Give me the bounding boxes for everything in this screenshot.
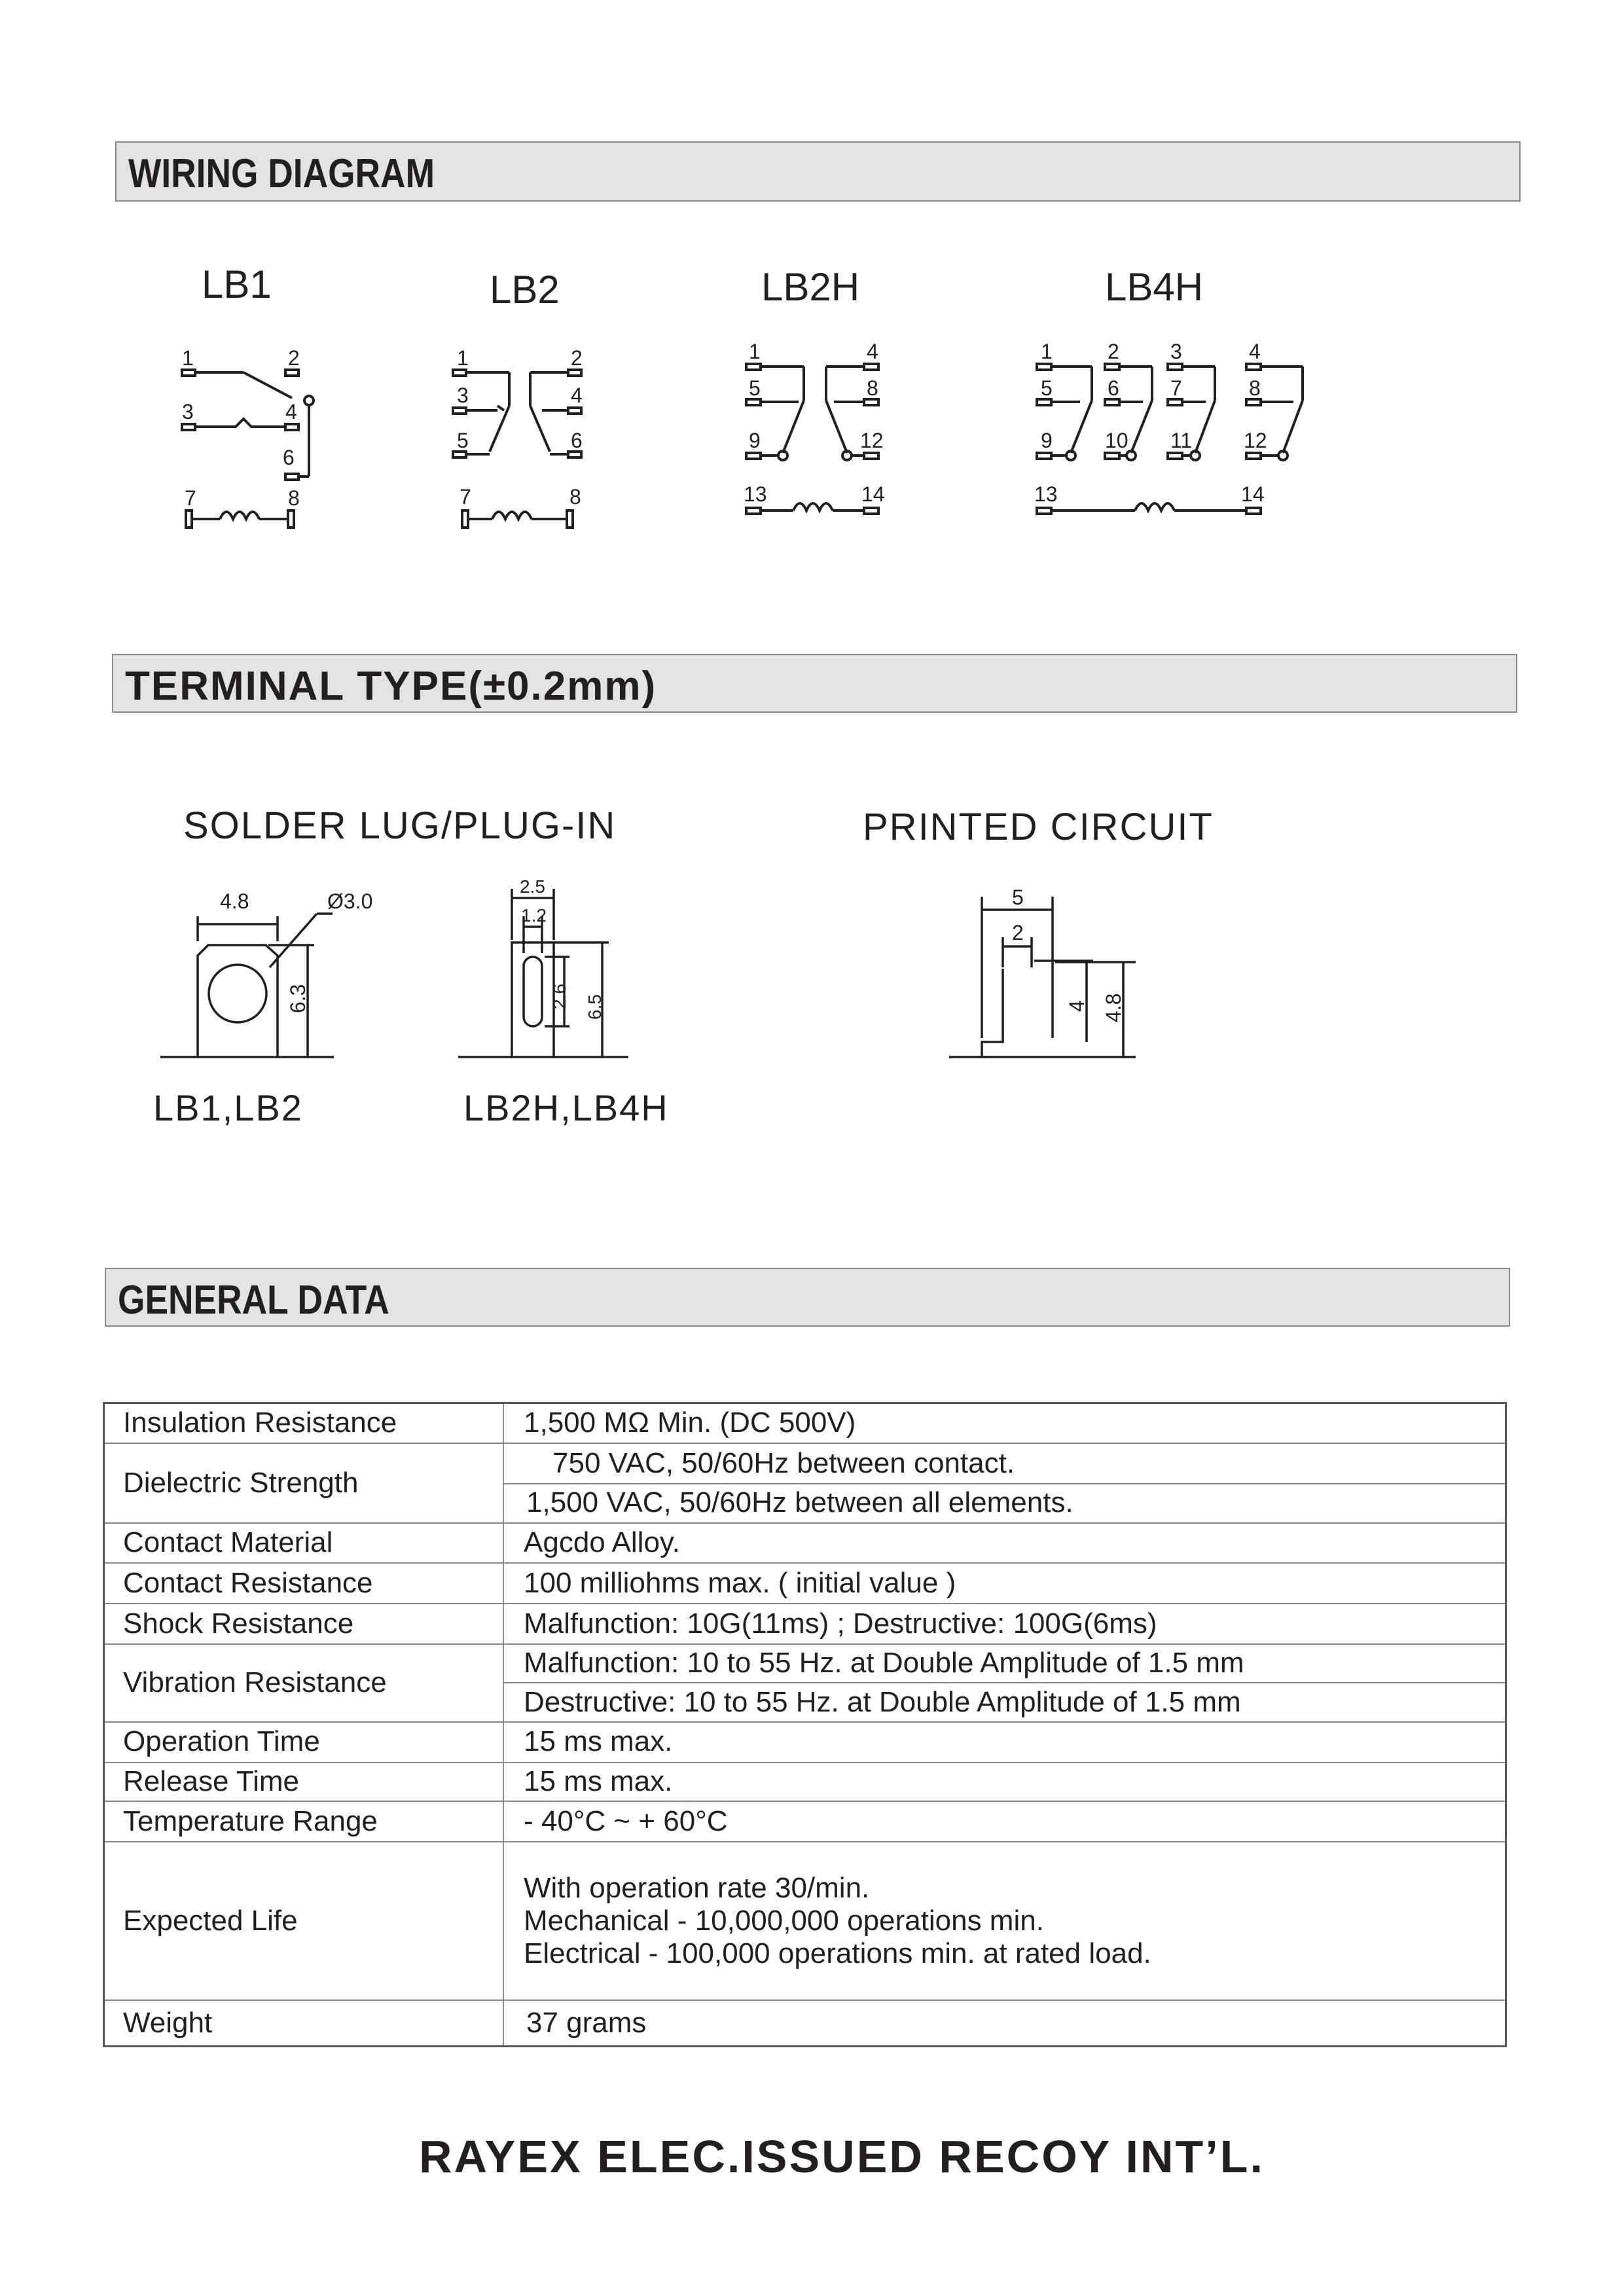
table-row (104, 1403, 1506, 1444)
lb4h-pin: 14 (1241, 482, 1265, 506)
lb2-pin: 2 (571, 346, 583, 370)
lug1-dim: 4.8 (220, 889, 249, 913)
expected-life-line: Electrical - 100,000 operations min. at rated load. (524, 1937, 1151, 1970)
lb4h-pin: 13 (1034, 482, 1058, 506)
expected-life-label: Expected Life (104, 1842, 504, 2001)
lb2-pin: 3 (457, 384, 469, 407)
lug2-caption: LB2H,LB4H (463, 1087, 669, 1128)
lb1-pin: 8 (288, 486, 300, 510)
lb2h-pin: 9 (749, 429, 761, 452)
lb2h-pin: 14 (861, 482, 885, 506)
lb2-title: LB2 (490, 268, 560, 312)
table-row (104, 1443, 1506, 1484)
general-data-title: GENERAL DATA (118, 1278, 389, 1323)
pc-dim: 4 (1065, 1000, 1089, 1012)
temperature-range-value: - 40°C ~ + 60°C (503, 1801, 1506, 1842)
table-row (104, 1644, 1506, 1683)
printed-circuit-title: PRINTED CIRCUIT (863, 806, 1214, 848)
lb4h-pin: 4 (1249, 340, 1261, 363)
general-data-table (103, 1402, 1507, 2047)
insulation-resistance-value: 1,500 MΩ Min. (DC 500V) (503, 1403, 1506, 1444)
contact-resistance-label: Contact Resistance (104, 1563, 504, 1604)
lb2-pin: 7 (460, 485, 471, 509)
lb2-pin: 8 (569, 485, 581, 509)
lb2-pin: 5 (457, 429, 469, 452)
operation-time-label: Operation Time (104, 1722, 504, 1763)
terminal-type-title: TERMINAL TYPE(±0.2mm) (125, 664, 657, 709)
temperature-range-label: Temperature Range (104, 1801, 504, 1842)
dielectric-strength-value: 1,500 VAC, 50/60Hz between all elements. (503, 1484, 1506, 1523)
pc-dim: 4.8 (1102, 993, 1125, 1022)
table-row (104, 1722, 1506, 1763)
lb2h-pin: 8 (867, 376, 878, 400)
lug1-dim: 6.3 (286, 984, 310, 1013)
lb1-pin: 2 (288, 346, 300, 370)
lb2h-pin: 4 (867, 340, 878, 363)
vibration-resistance-value: Malfunction: 10 to 55 Hz. at Double Amplitude of 1.5 mm (503, 1644, 1506, 1683)
shock-resistance-label: Shock Resistance (104, 1604, 504, 1644)
release-time-value: 15 ms max. (503, 1763, 1506, 1802)
general-data-header (105, 1268, 1510, 1327)
operation-time-value: 15 ms max. (503, 1722, 1506, 1763)
contact-material-value: Agcdo Alloy. (503, 1523, 1506, 1564)
table-row (104, 1763, 1506, 1802)
lb2h-pin: 1 (749, 340, 761, 363)
lb1-pin: 3 (182, 400, 194, 423)
lb1-pin: 4 (285, 400, 297, 423)
vibration-resistance-label: Vibration Resistance (104, 1644, 504, 1722)
table-row (104, 1842, 1506, 2001)
lb2-pin: 1 (457, 346, 469, 370)
expected-life-line: Mechanical - 10,000,000 operations min. (524, 1904, 1044, 1937)
table-row (104, 1801, 1506, 1842)
lug2-dim: 6.5 (585, 994, 605, 1020)
lb4h-pin: 8 (1249, 376, 1261, 400)
lug2-dim: 2.6 (549, 984, 569, 1009)
lb2h-pin: 13 (744, 482, 767, 506)
insulation-resistance-label: Insulation Resistance (104, 1403, 504, 1444)
lb4h-pin: 2 (1108, 340, 1119, 363)
lug2-dim: 1.2 (521, 905, 547, 925)
lb1-pin: 6 (283, 446, 295, 469)
lb4h-pin: 7 (1170, 376, 1182, 400)
lb4h-pin: 12 (1244, 429, 1267, 452)
lug1-dim: Ø3.0 (327, 889, 373, 913)
lb2-pin: 6 (571, 429, 583, 452)
lug2-dim: 2.5 (520, 876, 545, 897)
dielectric-strength-value: 750 VAC, 50/60Hz between contact. (503, 1443, 1506, 1484)
lb4h-pin: 9 (1041, 429, 1053, 452)
lb1-pin: 1 (182, 346, 194, 370)
lb1-title: LB1 (202, 262, 272, 306)
table-row (104, 1523, 1506, 1564)
lb2h-pin: 12 (860, 429, 884, 452)
lb4h-pin: 1 (1041, 340, 1053, 363)
solder-lug-title: SOLDER LUG/PLUG-IN (183, 804, 617, 847)
lb4h-pin: 10 (1105, 429, 1128, 452)
lb1-pin: 7 (185, 486, 196, 510)
pc-dim: 5 (1012, 886, 1024, 909)
vibration-resistance-value: Destructive: 10 to 55 Hz. at Double Amplitude of 1.5 mm (503, 1683, 1506, 1722)
lb4h-pin: 3 (1170, 340, 1182, 363)
contact-material-label: Contact Material (104, 1523, 504, 1564)
lb2-pin: 4 (571, 384, 583, 407)
lb2h-title: LB2H (761, 265, 860, 309)
lb4h-pin: 5 (1041, 376, 1053, 400)
wiring-diagram-title: WIRING DIAGRAM (128, 151, 435, 196)
expected-life-line: With operation rate 30/min. (524, 1871, 870, 1904)
table-row (104, 2000, 1506, 2046)
lb4h-title: LB4H (1105, 265, 1204, 309)
table-row (104, 1604, 1506, 1644)
contact-resistance-value: 100 milliohms max. ( initial value ) (503, 1563, 1506, 1604)
lb2h-pin: 5 (749, 376, 761, 400)
lb4h-pin: 11 (1170, 429, 1193, 452)
weight-value: 37 grams (503, 2000, 1506, 2046)
release-time-label: Release Time (104, 1763, 504, 1802)
table-row (104, 1563, 1506, 1604)
expected-life-value (503, 1842, 1506, 2001)
pc-drawing (949, 897, 1136, 1057)
lb4h-pin: 6 (1108, 376, 1119, 400)
lug1-caption: LB1,LB2 (153, 1087, 303, 1128)
footer-company: RAYEX ELEC.ISSUED RECOY INT’L. (419, 2131, 1265, 2182)
weight-label: Weight (104, 2000, 504, 2046)
dielectric-strength-label: Dielectric Strength (104, 1443, 504, 1522)
shock-resistance-value: Malfunction: 10G(11ms) ; Destructive: 100G(6ms) (503, 1604, 1506, 1644)
pc-dim: 2 (1012, 921, 1024, 944)
